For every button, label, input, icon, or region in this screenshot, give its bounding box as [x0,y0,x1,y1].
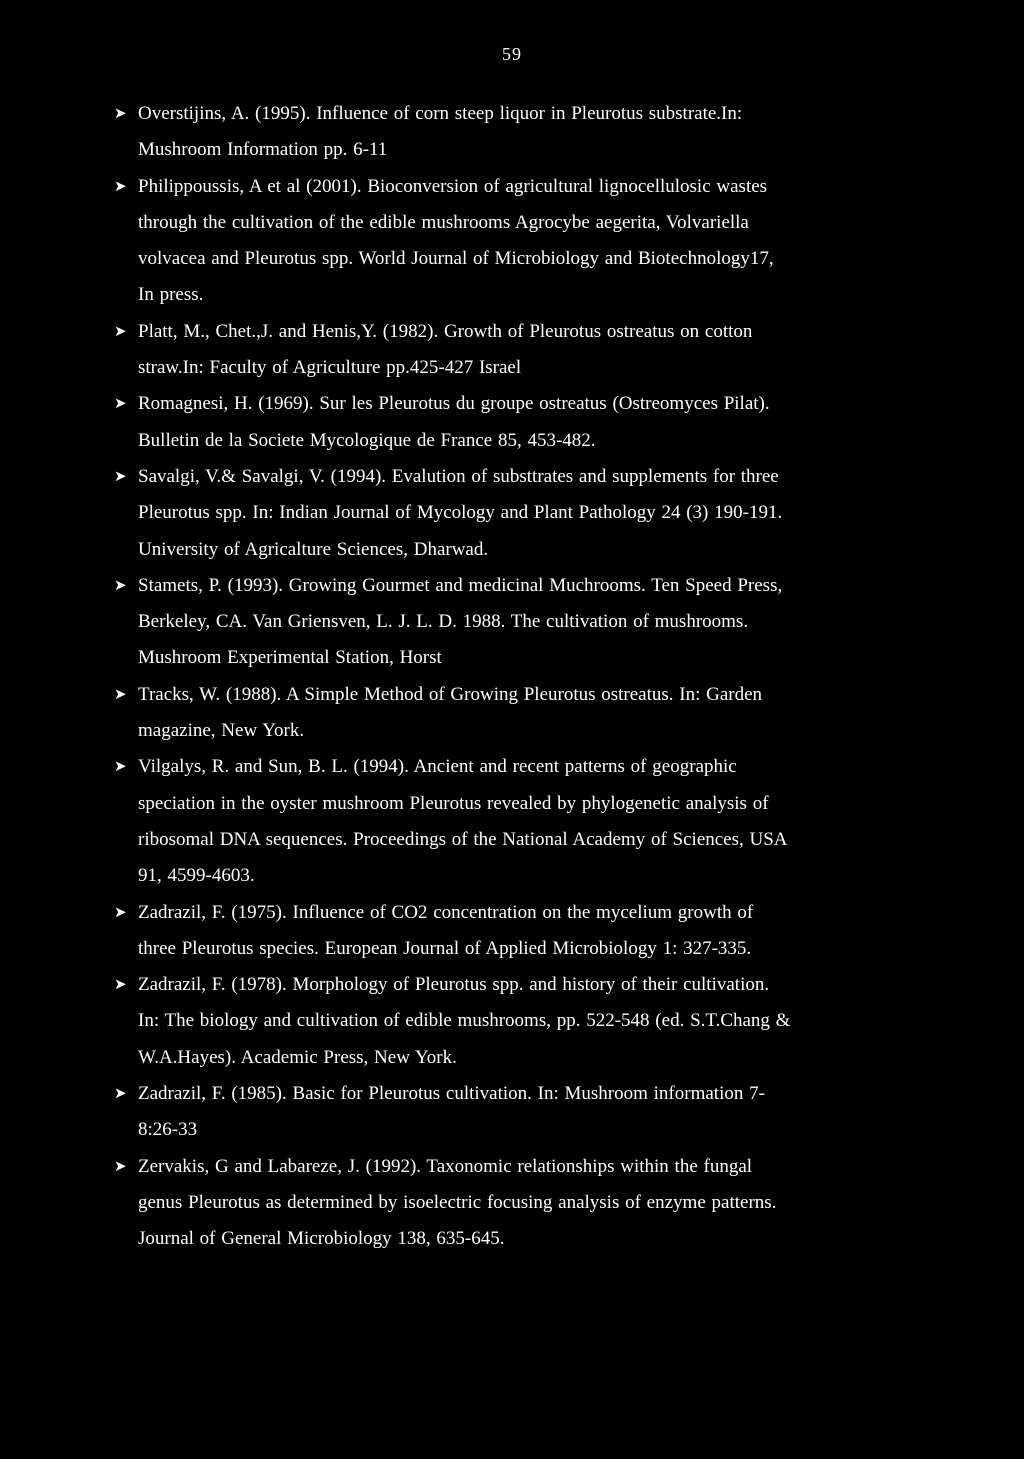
reference-item [114,386,874,459]
arrow-bullet-icon: ➤ [114,759,127,776]
reference-text: Savalgi, V.& Savalgi, V. (1994). Evalution of substtrates and supplements for three Pleurotus spp. In: Indian Journal of Mycology and Plant Pathology 24 (3) 190-191. University of Agricalture Sciences, Dharwad. [138,465,783,560]
arrow-bullet-icon: ➤ [114,396,127,413]
arrow-bullet-icon: ➤ [114,106,127,122]
reference-item [114,96,874,169]
reference-item [114,459,874,568]
arrow-bullet-icon: ➤ [114,468,127,485]
arrow-bullet-icon: ➤ [114,904,127,921]
reference-item [114,1076,874,1149]
reference-text: Vilgalys, R. and Sun, B. L. (1994). Ancient and recent patterns of geographic speciation in the oyster mushroom Pleurotus revealed by phylogenetic analysis of ribosomal DNA sequences. Proceedings of the National Academy of Sciences, USA 91, 4599-4603. [138,756,788,887]
reference-text: Platt, M., Chet.,J. and Henis,Y. (1982). Growth of Pleurotus ostreatus on cotton straw.In: Faculty of Agriculture pp.425-427 Israel [138,320,753,379]
reference-text: Zadrazil, F. (1985). Basic for Pleurotus cultivation. In: Mushroom information 7- 8:26-33 [138,1083,765,1141]
arrow-bullet-icon: ➤ [114,977,127,994]
reference-text: Zadrazil, F. (1978). Morphology of Pleurotus spp. and history of their cultivation. In: The biology and cultivation of edible mushrooms, pp. 522-548 (ed. S.T.Chang & W.A.Hayes). Academic Press, New York. [138,974,791,1068]
arrow-bullet-icon: ➤ [114,1158,127,1175]
reference-text: Romagnesi, H. (1969). Sur les Pleurotus du groupe ostreatus (Ostreomyces Pilat). Bulletin de la Societe Mycologique de France 85, 453-482. [138,393,770,451]
reference-text: Zadrazil, F. (1975). Influence of CO2 concentration on the mycelium growth of three Pleurotus species. European Journal of Applied Microbiology 1: 327-335. [138,901,754,959]
reference-text: Philippoussis, A et al (2001). Bioconversion of agricultural lignocellulosic wastes through the cultivation of the edible mushrooms Agrocybe aegerita, Volvariella volvacea and Pleurotus spp. World Journal of Microbiology and Biotechnology17, In press. [138,175,774,306]
reference-text: Zervakis, G and Labareze, J. (1992). Taxonomic relationships within the fungal genus Pleurotus as determined by isoelectric focusing analysis of enzyme patterns. Journal of General Microbiology 138, 635-645. [138,1155,777,1250]
arrow-bullet-icon: ➤ [114,178,127,195]
reference-list [114,96,874,1258]
arrow-bullet-icon: ➤ [114,577,127,594]
reference-item [114,568,874,677]
reference-item [114,749,874,894]
page-number: 59 [502,44,522,64]
reference-item [114,169,874,314]
reference-text: Overstijins, A. (1995). Influence of corn steep liquor in Pleurotus substrate.In: Mushroom Information pp. 6-11 [138,103,743,161]
reference-text: Tracks, W. (1988). A Simple Method of Growing Pleurotus ostreatus. In: Garden magazine, New York. [138,683,763,742]
reference-item [114,677,874,750]
reference-item [114,895,874,968]
reference-item [114,1149,874,1258]
arrow-bullet-icon: ➤ [114,686,127,703]
reference-item [114,967,874,1076]
arrow-bullet-icon: ➤ [114,1086,127,1103]
reference-item [114,314,874,387]
reference-text: Stamets, P. (1993). Growing Gourmet and medicinal Muchrooms. Ten Speed Press, Berkeley, CA. Van Griensven, L. J. L. D. 1988. The cultivation of mushrooms. Mushroom Experimental Station, Horst [138,574,783,669]
arrow-bullet-icon: ➤ [114,323,127,340]
